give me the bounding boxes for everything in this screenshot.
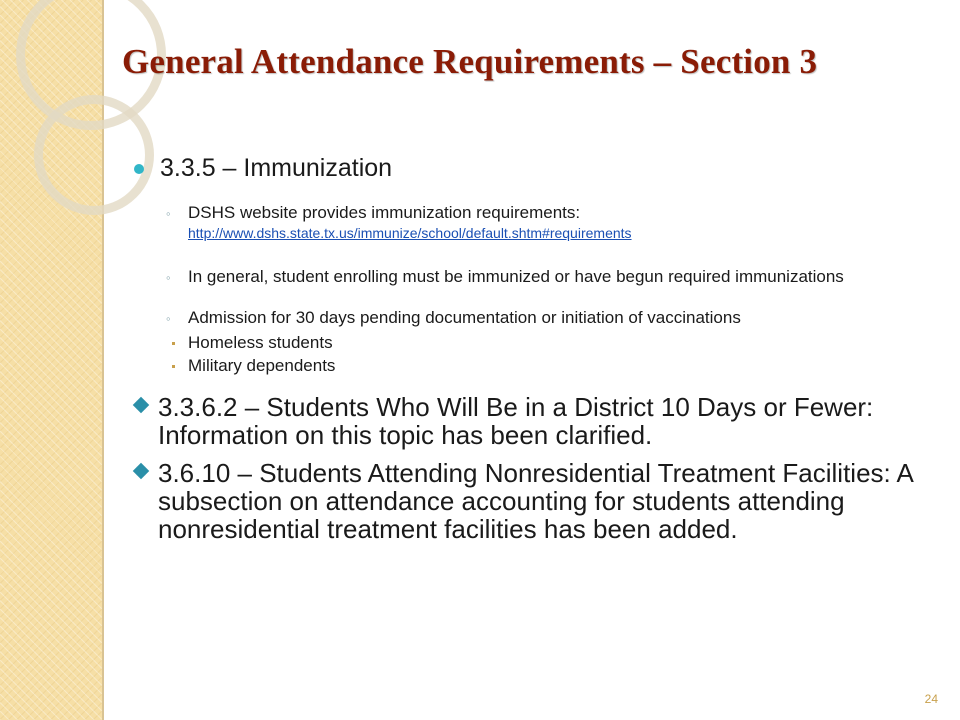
bullet-text: 3.6.10 – Students Attending Nonresidential Treatment Facilities: A subsection on attendance accounting for students attending nonresidential treatment facilities has been added.: [158, 458, 913, 544]
bullet-text: 3.3.6.2 – Students Who Will Be in a District 10 Days or Fewer: Information on this topic has been clarified.: [158, 392, 874, 450]
bullet-immunization: [134, 153, 934, 183]
ring-bullet-icon: ◦: [166, 311, 171, 326]
sub-bullet-admission: [134, 308, 934, 328]
ring-bullet-icon: ◦: [166, 206, 171, 221]
diamond-bullet-icon: [134, 398, 148, 412]
decorative-sidebar: [0, 0, 104, 720]
bullet-district-10-days: [134, 393, 934, 449]
sub-sub-bullet-military: [134, 355, 934, 377]
dshs-immunization-link[interactable]: http://www.dshs.state.tx.us/immunize/school/default.shtm#requirements: [188, 225, 632, 241]
sub-bullet-text: In general, student enrolling must be immunized or have begun required immunizations: [188, 267, 844, 286]
sub-bullet-general: [134, 267, 934, 287]
bullet-dot-icon: [134, 164, 144, 174]
bullet-text: 3.3.5 – Immunization: [160, 154, 393, 182]
diamond-bullet-icon: [134, 464, 148, 478]
sub-bullet-text: Admission for 30 days pending documentation or initiation of vaccinations: [188, 308, 741, 327]
page-number: 24: [924, 692, 938, 706]
slide-title: General Attendance Requirements – Section 3: [122, 42, 818, 81]
bullet-treatment-facilities: [134, 459, 934, 543]
square-bullet-icon: [172, 365, 175, 368]
sub-sub-bullet-homeless: [134, 332, 934, 354]
square-bullet-icon: [172, 342, 175, 345]
ring-bullet-icon: ◦: [166, 270, 171, 285]
sub-sub-bullet-text: Military dependents: [188, 356, 336, 375]
sub-bullet-text: DSHS website provides immunization requirements:: [188, 203, 581, 222]
sub-bullet-dshs: [134, 203, 934, 243]
slide-content: [134, 153, 934, 543]
sub-sub-bullet-text: Homeless students: [188, 333, 333, 352]
